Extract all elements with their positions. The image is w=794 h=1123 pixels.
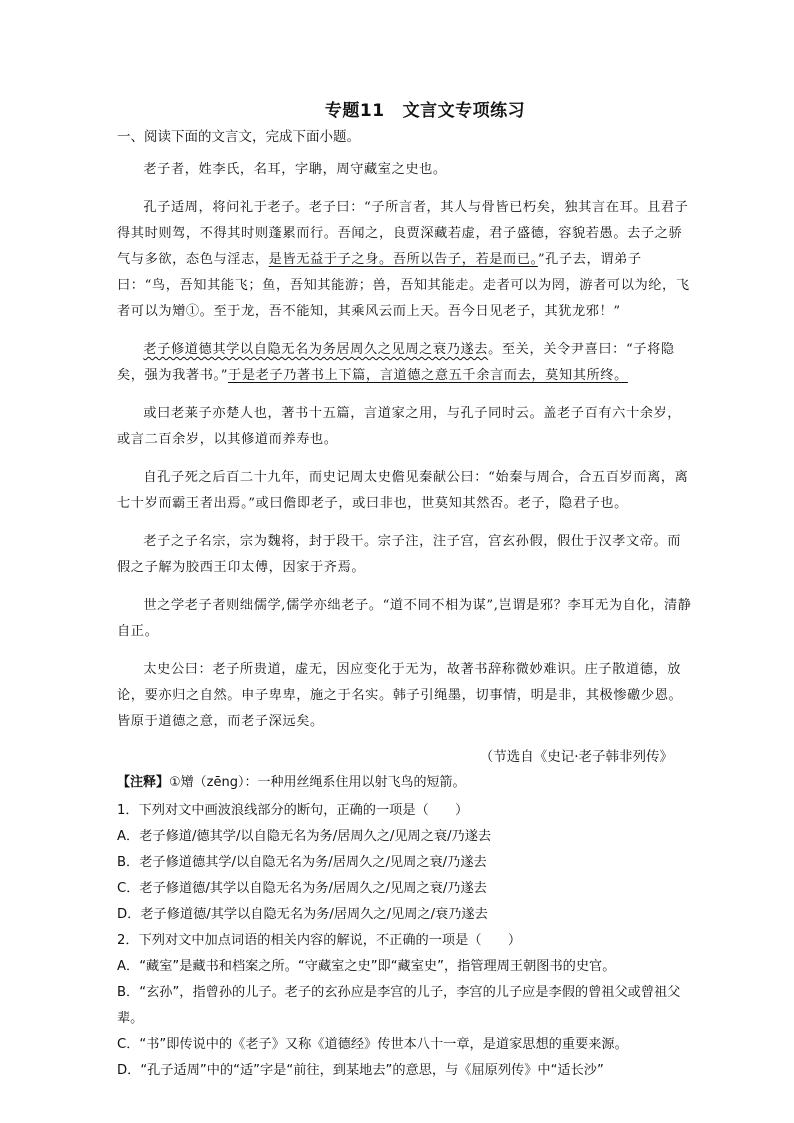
page-title [157, 96, 693, 121]
title-text: 文言文专项练习 [402, 101, 526, 121]
passage-paragraph-3 [117, 337, 693, 389]
question-2 [117, 928, 693, 1084]
question-1 [117, 798, 693, 928]
p2-text-b: ”孔子去，谓弟子曰：“鸟，吾知其能飞；鱼，吾知其能游；兽，吾知其能走。走者可以为罔，游者可以为纶，飞者可以为矰①。至于龙，吾不能知，其乘风云而上天。吾今日见老子，其犹龙邪！” [117, 252, 690, 319]
question-1-option-d: D．老子修道德/其学以自隐无名为务/居周久之/见周之/衰乃遂去 [117, 907, 488, 922]
question-1-stem: 1．下列对文中画波浪线部分的断句，正确的一项是（ ） [117, 803, 469, 818]
passage-paragraph-7: 世之学老子者则绌儒学,儒学亦绌老子。“道不同不相为谋”,岂谓是邪？李耳无为自化，清静自正。 [117, 598, 692, 639]
question-2-option-b: B．“玄孙”，指曾孙的儿子。老子的玄孙应是李宫的儿子，李宫的儿子应是李假的曾祖父或曾祖父辈。 [117, 985, 681, 1026]
passage-paragraph-8: 太史公曰：老子所贵道，虚无，因应变化于无为，故著书辞称微妙难识。庄子散道德，放论，要亦归之自然。申子卑卑，施之于名实。韩子引绳墨，切事情，明是非，其极惨礉少恩。皆原于道德之意，而老子深远矣。 [117, 662, 683, 729]
document-page [117, 96, 693, 1084]
p2-text-a: 孔子适周，将问礼于老子。老子曰：“子所言者，其人与骨皆已朽矣，独其言在耳。且君子得其时则驾，不得其时则蓬累而行。吾闻之，良贾深藏若虚，君子盛德，容貌若愚。去子之骄气与多欲，态色与淫志， [117, 200, 689, 267]
passage-paragraph-5: 自孔子死之后百二十九年，而史记周太史儋见秦献公曰：“始秦与周合，合五百岁而离，离七十岁而霸王者出焉。”或曰儋即老子，或曰非也，世莫知其然否。老子，隐君子也。 [117, 470, 689, 511]
passage-paragraph-1: 老子者，姓李氏，名耳，字聃，周守藏室之史也。 [143, 162, 447, 177]
question-1-option-a: A．老子修道/德其学/以自隐无名为务/居周久之/见周之衰/乃遂去 [117, 829, 492, 844]
question-2-option-c: C．“书”即传说中的《老子》又称《道德经》传世本八十一章，是道家思想的重要来源。 [117, 1037, 628, 1052]
p3-underlined: 于是老子乃著书上下篇，言道德之意五千余言而去，莫知其所终。 [228, 368, 628, 383]
question-2-option-d: D．“孔子适周”中的“适”字是“前往，到某地去”的意思，与《屈原列传》中“适长沙” [117, 1063, 604, 1078]
p2-underlined: 是皆无益于子之身。吾所以告子，若是而已。 [268, 252, 538, 267]
p3-wavy-underlined: 老子修道德其学以自隐无名为务居周久之见周之衰乃遂去 [143, 342, 489, 357]
source-citation: （节选自《史记·老子韩非列传》 [479, 749, 673, 765]
question-2-stem: 2．下列对文中加点词语的相关内容的解说，不正确的一项是（ ） [117, 933, 522, 948]
question-2-option-a: A．“藏室”是藏书和档案之所。“守藏室之史”即“藏室史”，指管理周王朝图书的史官。 [117, 959, 616, 974]
annotation-text: ①矰（zēng）：一种用丝绳系住用以射飞鸟的短箭。 [169, 775, 466, 790]
question-1-option-b: B．老子修道德其学/以自隐无名为务/居周久之/见周之衰/乃遂去 [117, 855, 487, 870]
question-1-option-c: C．老子修道德/其学以自隐无名为务/居周久之/见周之衰/乃遂去 [117, 881, 487, 896]
passage-paragraph-6: 老子之子名宗，宗为魏将，封于段干。宗子注，注子宫，宫玄孙假，假仕于汉孝文帝。而假之子解为胶西王卬太傅，因家于齐焉。 [117, 534, 682, 575]
passage-paragraph-2 [117, 195, 693, 325]
annotation [117, 771, 693, 790]
title-number: 专题11 [324, 101, 385, 121]
annotation-label: 【注释】 [117, 775, 170, 790]
passage-paragraph-4: 或曰老莱子亦楚人也，著书十五篇，言道家之用，与孔子同时云。盖老子百有六十余岁，或言二百余岁，以其修道而养寿也。 [117, 406, 682, 447]
classical-passage [117, 157, 693, 735]
p3-text-a: 。至关，关令尹喜曰：“子将隐矣，强为我著书。” [117, 342, 675, 383]
section-heading: 一、阅读下面的文言文，完成下面小题。 [117, 129, 360, 145]
